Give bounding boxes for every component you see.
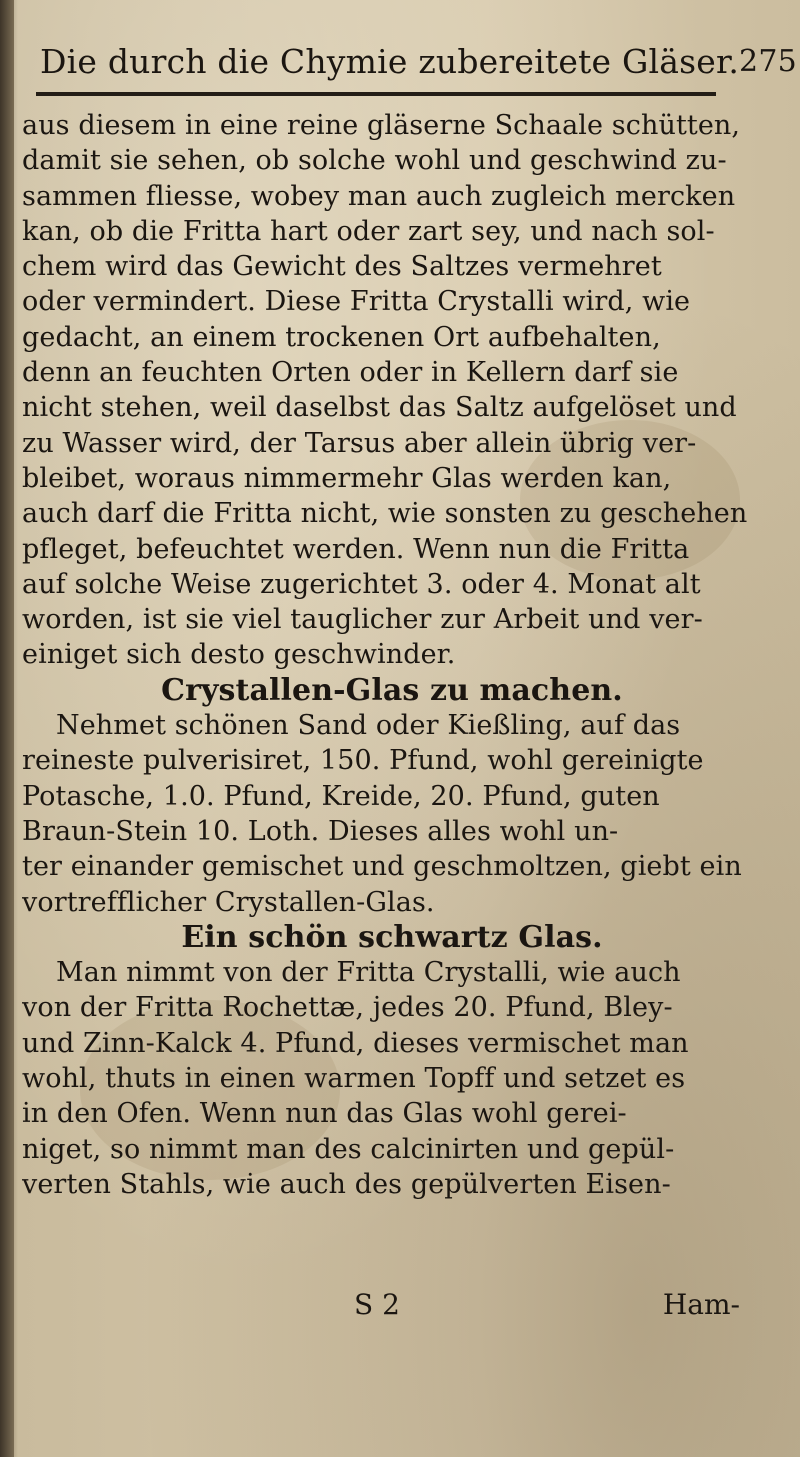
text-line: pfleget, befeuchtet werden. Wenn nun die Fritta	[22, 533, 690, 565]
text-line: zu Wasser wird, der Tarsus aber allein übrig ver-	[22, 427, 697, 459]
text-line: gedacht, an einem trockenen Ort aufbehalten,	[22, 321, 661, 353]
section-heading: Ein schön schwartz Glas.	[181, 919, 603, 955]
signature-mark: S 2	[354, 1288, 400, 1321]
text-line: aus diesem in eine reine gläserne Schaale schütten,	[22, 110, 741, 141]
running-title: Die durch die Chymie zubereitete Gläser.	[40, 42, 740, 81]
text-line: vortrefflicher Crystallen-Glas.	[22, 886, 435, 918]
text-line: einiget sich desto geschwinder.	[22, 639, 456, 671]
text-line: auf solche Weise zugerichtet 3. oder 4. Monat alt	[22, 568, 701, 600]
body-text	[22, 108, 762, 1202]
text-line: in den Ofen. Wenn nun das Glas wohl gerei-	[22, 1098, 627, 1130]
text-line: Nehmet schönen Sand oder Kießling, auf das	[56, 710, 681, 742]
page-number: 275	[739, 44, 797, 79]
section-heading: Crystallen-Glas zu machen.	[161, 672, 623, 708]
text-line: bleibet, woraus nimmermehr Glas werden kan,	[22, 462, 672, 494]
text-line: Potasche, 1.0. Pfund, Kreide, 20. Pfund, guten	[22, 780, 660, 812]
running-header	[40, 36, 797, 88]
text-line: damit sie sehen, ob solche wohl und geschwind zu-	[22, 145, 727, 177]
text-line: ter einander gemischet und geschmoltzen, giebt ein	[22, 851, 742, 883]
text-line: kan, ob die Fritta hart oder zart sey, und nach sol-	[22, 215, 715, 247]
text-line: denn an feuchten Orten oder in Kellern darf sie	[22, 357, 679, 389]
text-line: Braun-Stein 10. Loth. Dieses alles wohl un-	[22, 815, 619, 847]
text-line: und Zinn-Kalck 4. Pfund, dieses vermischet man	[22, 1027, 689, 1059]
text-line: reineste pulverisiret, 150. Pfund, wohl gereinigte	[22, 745, 704, 777]
text-line: Man nimmt von der Fritta Crystalli, wie auch	[56, 957, 681, 989]
text-line: verten Stahls, wie auch des gepülverten Eisen-	[22, 1168, 671, 1200]
text-line: nicht stehen, weil daselbst das Saltz aufgelöset und	[22, 392, 737, 424]
text-line: wohl, thuts in einen warmen Topff und setzet es	[22, 1063, 686, 1095]
text-line: oder vermindert. Diese Fritta Crystalli wird, wie	[22, 286, 691, 318]
text-line: niget, so nimmt man des calcinirten und gepül-	[22, 1133, 675, 1165]
page-footer	[22, 1285, 740, 1325]
catchword: Ham-	[662, 1288, 740, 1321]
text-line: von der Fritta Rochettæ, jedes 20. Pfund, Bley-	[22, 992, 673, 1024]
text-line: chem wird das Gewicht des Saltzes vermehret	[22, 251, 662, 283]
text-line: worden, ist sie viel tauglicher zur Arbeit und ver-	[22, 604, 703, 636]
text-line: auch darf die Fritta nicht, wie sonsten zu geschehen	[22, 498, 748, 530]
text-line: sammen fliesse, wobey man auch zugleich mercken	[22, 180, 736, 212]
header-rule	[36, 92, 716, 96]
page-gutter-shadow	[0, 0, 14, 1457]
